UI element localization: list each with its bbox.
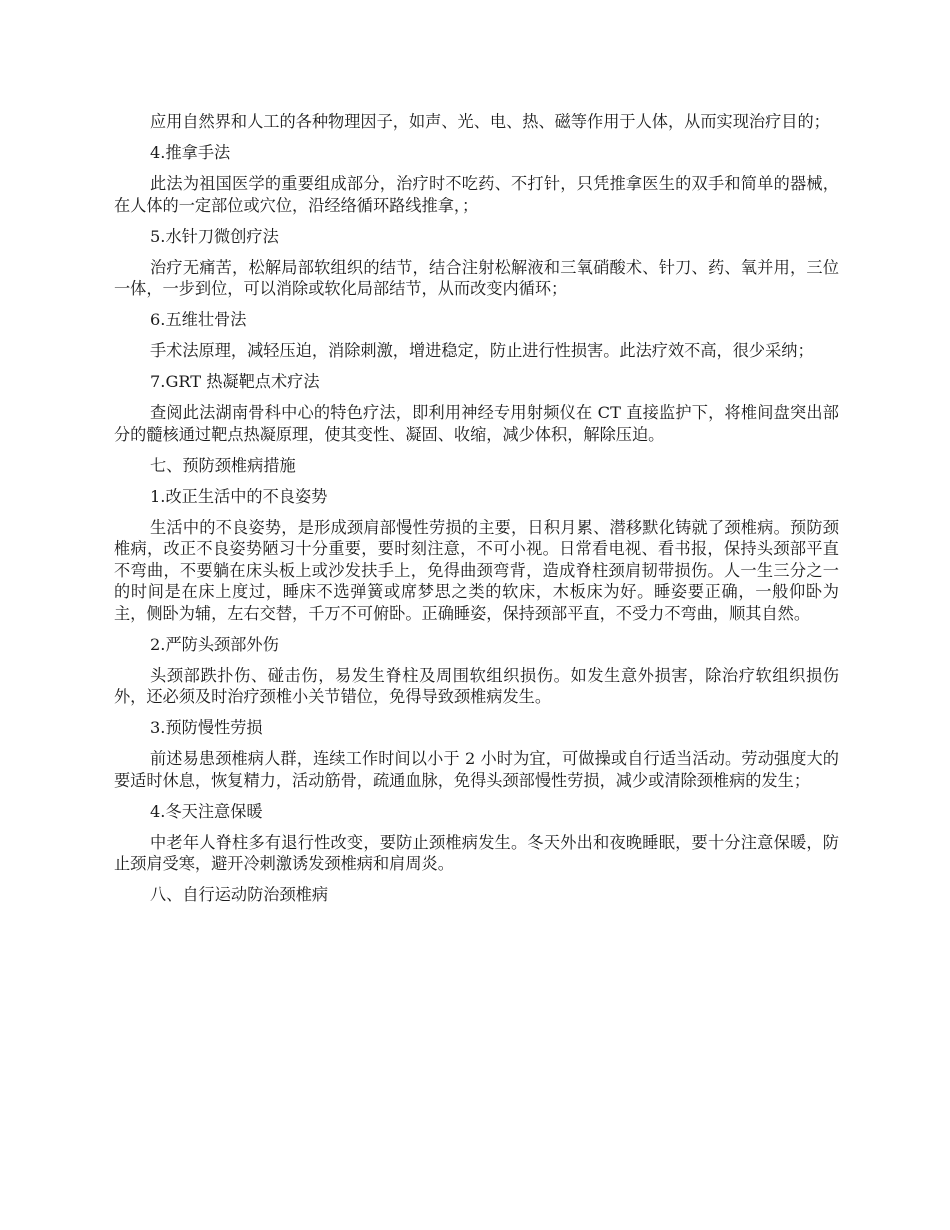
paragraph-five-dimension: 手术法原理，减轻压迫，消除刺激，增进稳定，防止进行性损害。此法疗效不高，很少采纳； xyxy=(150,341,814,360)
paragraph-water-needle-knife: 治疗无痛苦，松解局部软组织的结节，结合注射松解液和三氧硝酸术、针刀、药、氧并用，三位一体，一步到位，可以消除或软化局部结节，从而改变内循环； xyxy=(114,257,839,298)
paragraph-winter: 中老年人脊柱多有退行性改变，要防止颈椎病发生。冬天外出和夜晚睡眠，要十分注意保暖，防止颈肩受寒，避开冷刺激诱发颈椎病和肩周炎。 xyxy=(114,832,839,873)
heading-massage: 4.推拿手法 xyxy=(150,143,231,162)
heading-grt: 7.GRT 热凝靶点术疗法 xyxy=(150,372,320,391)
paragraph-posture: 生活中的不良姿势，是形成颈肩部慢性劳损的主要，日积月累、潜移默化铸就了颈椎病。预防颈椎病，改正不良姿势陋习十分重要，要时刻注意，不可小视。日常看电视、看书报，保持头颈部平直不弯曲，不要躺在床头板上或沙发扶手上，免得曲颈弯背，造成脊柱颈肩韧带损伤。人一生三分之一的时间是在床上度过，睡床不选弹簧或席梦思之类的软床，木板床为好。睡姿要正确，一般仰卧为主，侧卧为辅，左右交替，千万不可俯卧。正确睡姿，保持颈部平直，不受力不弯曲，顺其自然。 xyxy=(114,517,839,623)
paragraph-grt: 查阅此法湖南骨科中心的特色疗法，即利用神经专用射频仪在 CT 直接监护下，将椎间盘突出部分的髓核通过靶点热凝原理，使其变性、凝固、收缩，减少体积，解除压迫。 xyxy=(114,403,839,444)
paragraph-massage: 此法为祖国医学的重要组成部分，治疗时不吃药、不打针，只凭推拿医生的双手和简单的器械，在人体的一定部位或穴位，沿经络循环路线推拿，； xyxy=(114,174,839,215)
heading-winter: 4.冬天注意保暖 xyxy=(150,801,263,821)
paragraph-physical-therapy: 应用自然界和人工的各种物理因子，如声、光、电、热、磁等作用于人体，从而实现治疗目的； xyxy=(150,112,830,131)
paragraph-injury: 头颈部跌扑伤、碰击伤，易发生脊柱及周围软组织损伤。如发生意外损害，除治疗软组织损伤外，还必须及时治疗颈椎小关节错位，免得导致颈椎病发生。 xyxy=(114,665,839,706)
heading-strain: 3.预防慢性劳损 xyxy=(150,718,263,737)
heading-water-needle-knife: 5.水针刀微创疗法 xyxy=(150,226,279,246)
heading-injury: 2.严防头颈部外伤 xyxy=(150,634,279,654)
heading-five-dimension: 6.五维壮骨法 xyxy=(150,310,247,329)
paragraph-strain: 前述易患颈椎病人群，连续工作时间以小于 2 小时为宜，可做操或自行适当活动。劳动强度大的要适时休息，恢复精力，活动筋骨，疏通血脉，免得头颈部慢性劳损，减少或清除颈椎病的发生； xyxy=(114,749,839,790)
document-body xyxy=(114,111,839,915)
section-heading-exercise: 八、自行运动防治颈椎病 xyxy=(150,885,329,904)
section-heading-prevention: 七、预防颈椎病措施 xyxy=(150,455,296,475)
heading-posture: 1.改正生活中的不良姿势 xyxy=(150,486,328,506)
